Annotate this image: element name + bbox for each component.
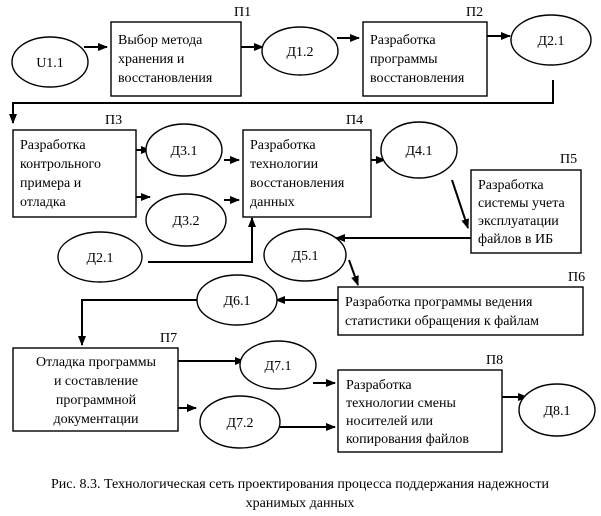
process-tag: П2 — [466, 5, 484, 20]
data-node-label: U1.1 — [36, 56, 64, 71]
process-label: копирования файлов — [346, 432, 470, 447]
process-label: документации — [53, 412, 139, 427]
data-node-d51 — [264, 229, 346, 281]
process-p2 — [363, 5, 487, 96]
process-label: технологии смены — [346, 396, 456, 411]
process-p4 — [243, 113, 371, 217]
process-tag: П1 — [234, 5, 252, 20]
process-label: программы — [370, 52, 438, 67]
process-label: восстановления — [118, 71, 213, 86]
process-label: хранения и — [118, 52, 185, 67]
data-node-d71 — [240, 341, 316, 389]
process-label: контрольного — [20, 157, 101, 172]
process-p5 — [471, 152, 581, 253]
process-label: восстановления — [250, 176, 345, 191]
process-tag: П5 — [560, 152, 578, 167]
process-label: носителей или — [346, 414, 434, 429]
data-node-d41 — [381, 122, 457, 178]
process-label: примера и — [20, 176, 82, 191]
data-node-label: Д3.2 — [172, 214, 200, 229]
data-node-d61 — [197, 275, 277, 325]
arrow-d61-p7 — [82, 300, 198, 345]
data-node-d72 — [200, 396, 280, 448]
process-label: технологии — [250, 157, 319, 172]
process-tag: П6 — [568, 270, 586, 285]
process-label: Выбор метода — [118, 33, 203, 48]
data-node-label: Д2.1 — [86, 251, 114, 266]
process-p8 — [338, 353, 503, 452]
data-node-label: Д2.1 — [537, 34, 565, 49]
process-label: Разработка — [478, 178, 544, 193]
arrow-d41-p5 — [452, 180, 468, 228]
process-tag: П8 — [486, 353, 504, 368]
data-node-label: Д7.2 — [226, 416, 254, 431]
data-node-label: Д6.1 — [223, 294, 251, 309]
process-tag: П4 — [346, 113, 364, 128]
process-label: файлов в ИБ — [478, 232, 554, 247]
data-node-d32 — [146, 194, 226, 246]
process-label: Разработка — [20, 138, 86, 153]
process-p7 — [13, 331, 178, 431]
process-tag: П7 — [160, 331, 178, 346]
data-node-label: Д1.2 — [286, 45, 314, 60]
data-node-label: Д3.1 — [170, 144, 198, 159]
data-node-label: Д5.1 — [291, 249, 319, 264]
process-p1 — [111, 5, 251, 96]
process-label: эксплуатации — [478, 214, 559, 229]
data-node-d31 — [146, 124, 222, 176]
arrow-d51-p6 — [349, 260, 358, 285]
caption-line: хранимых данных — [245, 496, 355, 511]
caption-line: Рис. 8.3. Технологическая сеть проектирования процесса поддержания надежности — [51, 477, 549, 492]
process-label: Разработка — [250, 138, 316, 153]
process-label: системы учета — [478, 196, 565, 211]
process-label: отладка — [20, 195, 66, 210]
data-node-d81 — [519, 384, 595, 436]
data-node-d21b — [58, 232, 142, 282]
process-label: и составление — [53, 374, 139, 389]
process-label: статистики обращения к файлам — [345, 314, 539, 329]
process-label: Разработка — [370, 33, 436, 48]
data-node-label: Д7.1 — [264, 359, 292, 374]
data-node-label: Д4.1 — [405, 144, 433, 159]
data-node-u11 — [12, 37, 88, 87]
process-label: данных — [250, 195, 295, 210]
figure-caption — [51, 477, 550, 511]
data-node-d12 — [262, 27, 338, 75]
process-p3 — [13, 113, 136, 217]
process-tag: П3 — [105, 113, 123, 128]
data-node-label: Д8.1 — [543, 404, 571, 419]
process-p6 — [338, 270, 585, 335]
process-label: Разработка — [346, 378, 412, 393]
process-label: восстановления — [370, 71, 465, 86]
process-label: Разработка программы ведения — [345, 295, 533, 310]
process-label: Отладка программы — [35, 355, 157, 370]
process-label: программной — [55, 393, 137, 408]
data-node-d21a — [511, 15, 591, 65]
